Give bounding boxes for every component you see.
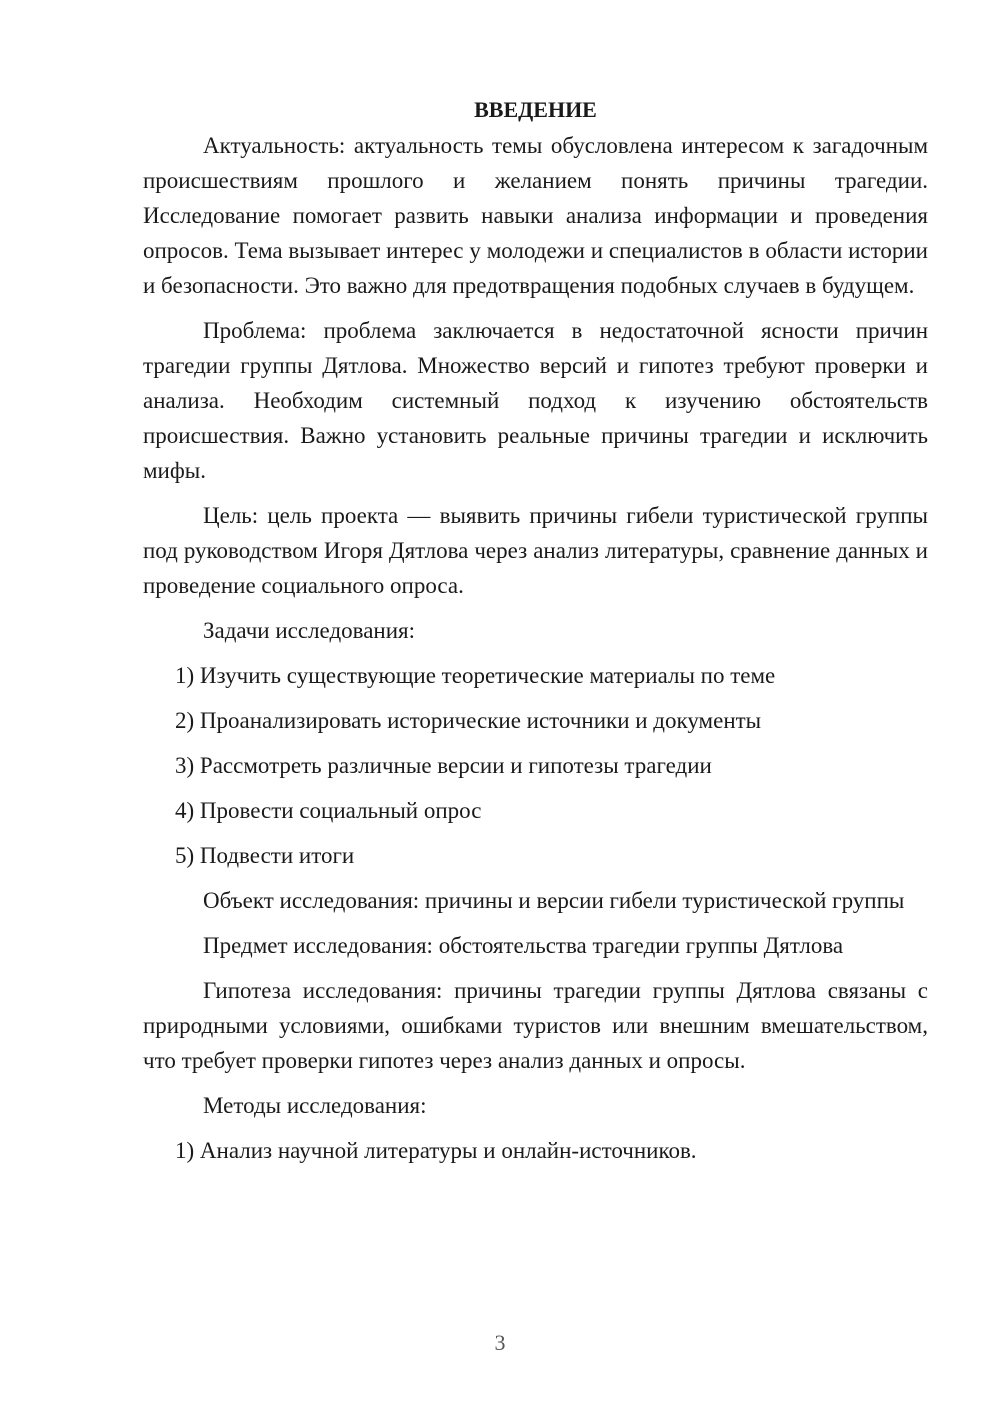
methods-list xyxy=(143,1133,928,1168)
hypothesis-paragraph: Гипотеза исследования: причины трагедии группы Дятлова связаны с природными условиями, ошибками туристов или внешним вмешательством, что требует проверки гипотез через анализ данных и опросы. xyxy=(143,978,928,1073)
task-item-2: 2) Проанализировать исторические источники и документы xyxy=(175,708,762,733)
tasks-heading: Задачи исследования: xyxy=(203,618,416,643)
object-paragraph: Объект исследования: причины и версии гибели туристической группы xyxy=(203,888,905,913)
subject-paragraph: Предмет исследования: обстоятельства трагедии группы Дятлова xyxy=(203,933,844,958)
task-item-3: 3) Рассмотреть различные версии и гипотезы трагедии xyxy=(175,753,712,778)
task-item-4: 4) Провести социальный опрос xyxy=(175,798,482,823)
relevance-paragraph: Актуальность: актуальность темы обусловлена интересом к загадочным происшествиям прошлого и желанием понять причины трагедии. Исследование помогает развить навыки анализа информации и проведения опросов. Тема вызывает интерес у молодежи и специалистов в области истории и безопасности. Это важно для предотвращения подобных случаев в будущем. xyxy=(143,133,928,298)
method-item-1: 1) Анализ научной литературы и онлайн-источников. xyxy=(175,1138,697,1163)
task-item-5: 5) Подвести итоги xyxy=(175,843,355,868)
section-title: ВВЕДЕНИЕ xyxy=(474,97,597,122)
goal-paragraph: Цель: цель проекта — выявить причины гибели туристической группы под руководством Игоря Дятлова через анализ литературы, сравнение данных и проведение социального опроса. xyxy=(143,503,928,598)
page-number: 3 xyxy=(494,1330,506,1355)
tasks-list xyxy=(143,658,928,873)
document-page xyxy=(143,92,928,1178)
methods-heading: Методы исследования: xyxy=(203,1093,427,1118)
task-item-1: 1) Изучить существующие теоретические материалы по теме xyxy=(175,663,776,688)
problem-paragraph: Проблема: проблема заключается в недостаточной ясности причин трагедии группы Дятлова. Множество версий и гипотез требуют проверки и анализа. Необходим системный подход к изучению обстоятельств происшествия. Важно установить реальные причины трагедии и исключить мифы. xyxy=(143,318,928,483)
